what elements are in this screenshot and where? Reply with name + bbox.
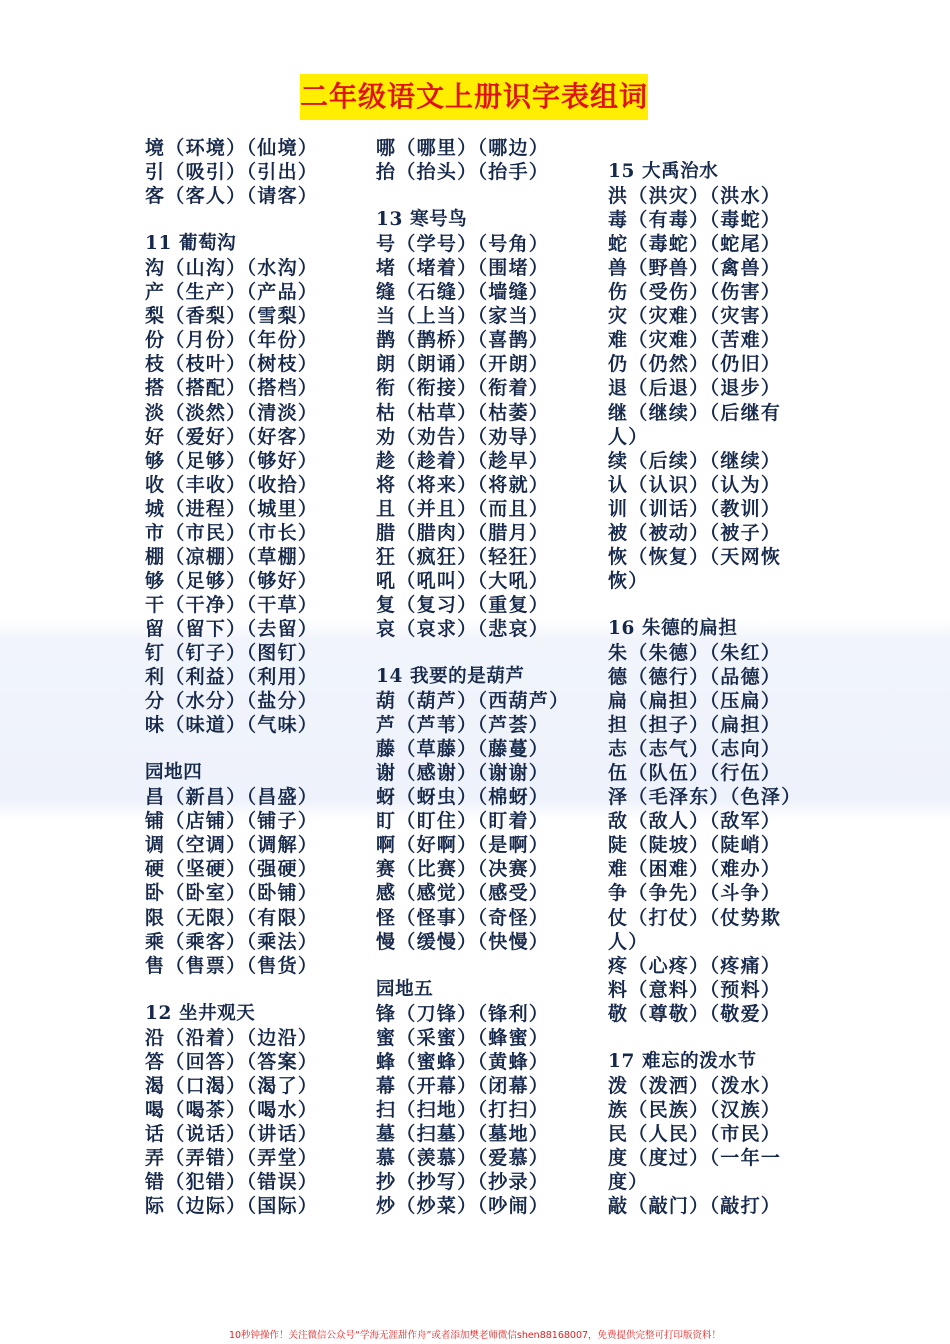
word-entry: 沿（沿着）（边沿） (145, 1026, 319, 1049)
word-entry: 陡（陡坡）（陡峭） (608, 834, 782, 857)
word-entry: 慕（羡慕）（爱慕） (376, 1146, 550, 1169)
blank-line (376, 954, 601, 978)
word-entry: 扫（扫地）（打扫） (376, 1098, 550, 1121)
word-entry: 争（争先）（斗争） (608, 882, 782, 905)
word-entry: 疼（心疼）（疼痛） (608, 954, 782, 977)
word-entry: 幕（开幕）（闭幕） (376, 1074, 550, 1097)
word-entry: 引（吸引）（引出） (145, 161, 319, 184)
word-entry: 利（利益）（利用） (145, 666, 319, 689)
word-entry: 料（意料）（预料） (608, 978, 782, 1001)
word-entry: 卧（卧室）（卧铺） (145, 882, 319, 905)
blank-line (376, 641, 601, 665)
word-entry: 堵（堵着）（围堵） (376, 257, 550, 280)
word-entry: 泽（毛泽东）（色泽） (608, 786, 802, 809)
word-entry: 蜜（采蜜）（蜂蜜） (376, 1026, 550, 1049)
word-entry: 难（灾难）（苦难） (608, 329, 782, 352)
word-entry: 藤（草藤）（藤蔓） (376, 738, 550, 761)
blank-line (145, 208, 365, 232)
word-entry: 哪（哪里）（哪边） (376, 137, 550, 159)
word-entry: 灾（灾难）（灾害） (608, 305, 782, 328)
word-entry: 昌（新昌）（昌盛） (145, 786, 319, 809)
word-entry: 号（学号）（号角） (376, 233, 550, 256)
word-entry: 沟（山沟）（水沟） (145, 257, 319, 280)
word-entry: 钉（钉子）（图钉） (145, 641, 319, 664)
word-entry: 德（德行）（品德） (608, 666, 782, 689)
word-entry: 续（后续）（继续） (608, 449, 782, 472)
word-entry: 客（客人）（请客） (145, 185, 319, 208)
word-entry: 蜂（蜜蜂）（黄蜂） (376, 1050, 550, 1073)
word-entry: 售（售票）（售货） (145, 954, 319, 977)
word-entry: 淡（淡然）（清淡） (145, 401, 319, 424)
word-entry: 墓（扫墓）（墓地） (376, 1122, 550, 1145)
word-entry: 分（水分）（盐分） (145, 690, 319, 713)
word-entry: 赛（比赛）（决赛） (376, 858, 550, 881)
lesson-heading: 13 寒号鸟 (376, 209, 468, 231)
word-entry: 渴（口渴）（渴了） (145, 1074, 319, 1097)
blank-line (608, 593, 818, 617)
word-entry: 谢（感谢）（谢谢） (376, 762, 550, 785)
word-entry: 伤（受伤）（伤害） (608, 281, 782, 304)
lesson-heading: 11 葡萄沟 (145, 233, 237, 255)
word-column-2 (376, 136, 601, 1218)
lesson-heading: 17 难忘的泼水节 (608, 1050, 757, 1072)
word-entry: 仍（仍然）（仍旧） (608, 353, 782, 376)
blank-line (608, 1026, 818, 1050)
word-entry: 志（志气）（志向） (608, 738, 782, 761)
word-entry: 话（说话）（讲话） (145, 1122, 319, 1145)
word-entry: 收（丰收）（收拾） (145, 473, 319, 496)
word-entry: 伍（队伍）（行伍） (608, 762, 782, 785)
word-entry: 扁（扁担）（压扁） (608, 690, 782, 713)
word-entry: 枝（枝叶）（树枝） (145, 353, 319, 376)
word-entry: 被（被动）（被子） (608, 521, 782, 544)
word-entry: 蚜（蚜虫）（棉蚜） (376, 786, 550, 809)
word-entry: 限（无限）（有限） (145, 906, 319, 929)
word-entry: 慢（缓慢）（快慢） (376, 930, 550, 953)
word-entry: 恢） (608, 569, 649, 592)
word-entry: 怪（怪事）（奇怪） (376, 906, 550, 929)
lesson-heading: 16 朱德的扁担 (608, 617, 738, 639)
word-entry: 劝（劝告）（劝导） (376, 425, 550, 448)
word-entry: 敲（敲门）（敲打） (608, 1195, 782, 1218)
word-entry: 训（训话）（教训） (608, 497, 782, 520)
word-entry: 梨（香梨）（雪梨） (145, 305, 319, 328)
word-entry: 毒（有毒）（毒蛇） (608, 209, 782, 232)
blank-line (145, 737, 365, 761)
word-entry: 度（度过）（一年一 (608, 1146, 782, 1169)
word-entry: 味（味道）（气味） (145, 714, 319, 737)
word-entry: 好（爱好）（好客） (145, 425, 319, 448)
lesson-heading: 14 我要的是葫芦 (376, 666, 525, 688)
word-entry: 留（留下）（去留） (145, 617, 319, 640)
word-entry: 缝（石缝）（墙缝） (376, 281, 550, 304)
word-entry: 复（复习）（重复） (376, 593, 550, 616)
blank-line (376, 184, 601, 208)
word-entry: 鹊（鹊桥）（喜鹊） (376, 329, 550, 352)
word-entry: 炒（炒菜）（吵闹） (376, 1195, 550, 1218)
word-entry: 泼（泼洒）（泼水） (608, 1074, 782, 1097)
word-entry: 难（困难）（难办） (608, 858, 782, 881)
word-entry: 干（干净）（干草） (145, 593, 319, 616)
word-entry: 狂（疯狂）（轻狂） (376, 545, 550, 568)
word-entry: 抬（抬头）（抬手） (376, 161, 550, 184)
blank-line (608, 136, 818, 160)
footer-note: 10秒钟操作！关注微信公众号“学海无涯甜作舟”或者添加樊老师微信shen88168007，免费提供完整可打印版资料！ (228, 1330, 722, 1341)
word-entry: 朗（朗诵）（开朗） (376, 353, 550, 376)
word-entry: 枯（枯草）（枯萎） (376, 401, 550, 424)
word-entry: 锋（刀锋）（锋利） (376, 1002, 550, 1025)
word-entry: 盯（盯住）（盯着） (376, 810, 550, 833)
word-entry: 族（民族）（汉族） (608, 1098, 782, 1121)
word-entry: 喝（喝茶）（喝水） (145, 1098, 319, 1121)
word-entry: 够（足够）（够好） (145, 449, 319, 472)
word-entry: 硬（坚硬）（强硬） (145, 858, 319, 881)
word-entry: 趁（趁着）（趁早） (376, 449, 550, 472)
word-entry: 够（足够）（够好） (145, 569, 319, 592)
word-entry: 退（后退）（退步） (608, 377, 782, 400)
blank-line (145, 978, 365, 1002)
word-entry: 棚（凉棚）（草棚） (145, 545, 319, 568)
word-entry: 度） (608, 1171, 649, 1194)
word-entry: 乘（乘客）（乘法） (145, 930, 319, 953)
word-entry: 啊（好啊）（是啊） (376, 834, 550, 857)
page-title: 二年级语文上册识字表组词 (300, 74, 648, 120)
word-entry: 际（边际）（国际） (145, 1195, 319, 1218)
word-entry: 仗（打仗）（仗势欺 (608, 906, 782, 929)
word-entry: 答（回答）（答案） (145, 1050, 319, 1073)
word-entry: 弄（弄错）（弄堂） (145, 1146, 319, 1169)
word-entry: 感（感觉）（感受） (376, 882, 550, 905)
word-entry: 葫（葫芦）（西葫芦） (376, 690, 570, 713)
lesson-heading: 园地四 (145, 762, 203, 784)
word-entry: 芦（芦苇）（芦荟） (376, 714, 550, 737)
word-entry: 城（进程）（城里） (145, 497, 319, 520)
word-entry: 吼（吼叫）（大吼） (376, 569, 550, 592)
word-entry: 敌（敌人）（敌军） (608, 810, 782, 833)
lesson-heading: 15 大禹治水 (608, 161, 719, 183)
word-entry: 份（月份）（年份） (145, 329, 319, 352)
word-column-1 (145, 136, 365, 1218)
word-entry: 产（生产）（产品） (145, 281, 319, 304)
word-entry: 市（市民）（市长） (145, 521, 319, 544)
word-entry: 洪（洪灾）（洪水） (608, 185, 782, 208)
word-entry: 调（空调）（调解） (145, 834, 319, 857)
word-entry: 衔（衔接）（衔着） (376, 377, 550, 400)
word-entry: 蛇（毒蛇）（蛇尾） (608, 233, 782, 256)
word-entry: 兽（野兽）（禽兽） (608, 257, 782, 280)
word-entry: 且（并且）（而且） (376, 497, 550, 520)
lesson-heading: 12 坐井观天 (145, 1002, 256, 1024)
word-entry: 将（将来）（将就） (376, 473, 550, 496)
word-entry: 当（上当）（家当） (376, 305, 550, 328)
word-entry: 人） (608, 425, 649, 448)
word-entry: 抄（抄写）（抄录） (376, 1171, 550, 1194)
word-entry: 错（犯错）（错误） (145, 1171, 319, 1194)
word-entry: 朱（朱德）（朱红） (608, 641, 782, 664)
word-entry: 民（人民）（市民） (608, 1122, 782, 1145)
lesson-heading: 园地五 (376, 978, 434, 1000)
word-entry: 搭（搭配）（搭档） (145, 377, 319, 400)
word-entry: 人） (608, 930, 649, 953)
word-entry: 腊（腊肉）（腊月） (376, 521, 550, 544)
word-entry: 铺（店铺）（铺子） (145, 810, 319, 833)
word-entry: 担（担子）（扁担） (608, 714, 782, 737)
word-entry: 继（继续）（后继有 (608, 401, 782, 424)
word-column-3 (608, 136, 818, 1218)
word-entry: 哀（哀求）（悲哀） (376, 617, 550, 640)
word-entry: 境（环境）（仙境） (145, 137, 319, 159)
word-entry: 敬（尊敬）（敬爱） (608, 1002, 782, 1025)
word-entry: 恢（恢复）（天网恢 (608, 545, 782, 568)
word-entry: 认（认识）（认为） (608, 473, 782, 496)
